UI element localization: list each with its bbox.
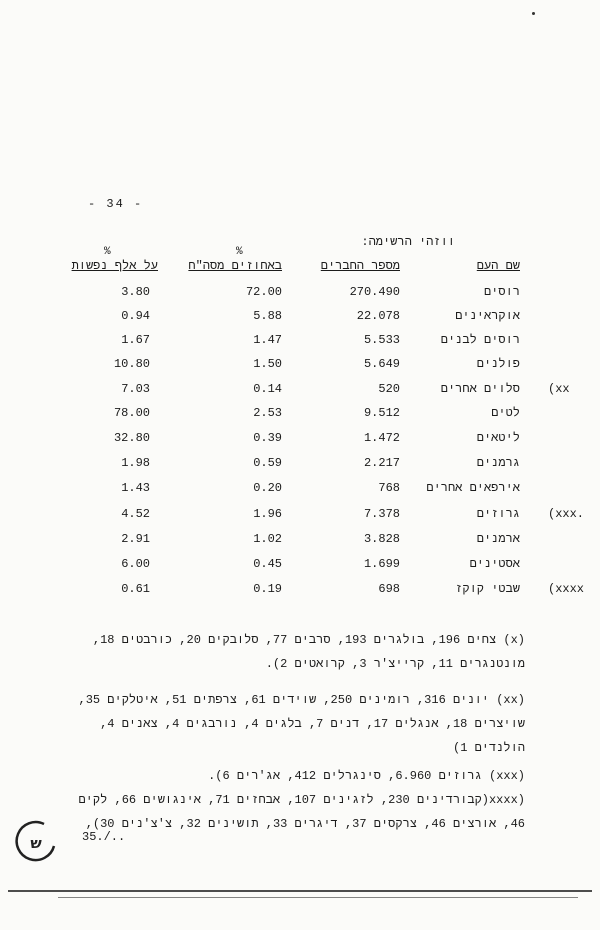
member-count: 768 — [378, 481, 400, 495]
column-header-pct: באחוזים מסה"ח — [188, 259, 282, 273]
member-count: 3.828 — [363, 532, 400, 546]
per-thousand: 3.80 — [121, 285, 150, 299]
member-count: 1.472 — [363, 431, 400, 445]
footnote: (xx) יונים 316, רומינים 250, שוידים 61, צרפתים 51, איטלקים 35, שויצרים 18, אנגלים 17, דנים 7, בלגים 4, נורבגים 4, צאנים 4, הולנדים 1) — [78, 693, 525, 755]
member-percent: 0.39 — [253, 431, 282, 445]
member-percent: 72.00 — [245, 285, 282, 299]
nation-name: אירפאים אחרים — [426, 481, 520, 495]
table-row — [0, 285, 600, 303]
per-thousand: 32.80 — [113, 431, 150, 445]
bottom-rule — [58, 897, 578, 898]
table-row — [0, 456, 600, 474]
column-header-per-thousand: על אלף נפשות — [71, 259, 158, 273]
nation-name: סלוים אחרים — [440, 382, 520, 396]
table-row — [0, 406, 600, 424]
per-thousand: 1.43 — [121, 481, 150, 495]
percent-sign: % — [104, 246, 111, 258]
per-thousand: 1.98 — [121, 456, 150, 470]
table-row — [0, 507, 600, 525]
per-thousand: 0.61 — [121, 582, 150, 596]
member-count: 7.378 — [363, 507, 400, 521]
footnote-mark: (xxxx — [548, 582, 585, 596]
nation-name: ליטאים — [476, 431, 520, 445]
per-thousand: 78.00 — [113, 406, 150, 420]
member-count: 698 — [378, 582, 400, 596]
ink-speck — [532, 12, 535, 15]
member-count: 270.490 — [349, 285, 400, 299]
per-thousand: 4.52 — [121, 507, 150, 521]
table-row — [0, 557, 600, 575]
per-thousand: 7.03 — [121, 382, 150, 396]
member-percent: 0.14 — [253, 382, 282, 396]
per-thousand: 0.94 — [121, 309, 150, 323]
member-count: 2.217 — [363, 456, 400, 470]
member-percent: 1.47 — [253, 333, 282, 347]
column-header-count: מספר החברים — [320, 259, 400, 273]
nation-name: גרוזים — [476, 507, 520, 521]
table-row — [0, 309, 600, 327]
nation-name: אסטינים — [469, 557, 520, 571]
footnote: (x) צחים 196, בולגרים 193, סרבים 77, סלובקים 20, כורבטים 18, מונטנגרים 11, קרייצ'ר 3, קרואטים 2). — [92, 633, 525, 671]
footnote: (xxx) גרוזים 6.960, סינגרלים 412, אג'רים 6). — [208, 769, 525, 783]
table-row — [0, 532, 600, 550]
member-percent: 0.19 — [253, 582, 282, 596]
per-thousand: 1.67 — [121, 333, 150, 347]
member-percent: 1.96 — [253, 507, 282, 521]
nation-name: גרמנים — [476, 456, 520, 470]
member-percent: 0.59 — [253, 456, 282, 470]
per-thousand: 6.00 — [121, 557, 150, 571]
member-count: 520 — [378, 382, 400, 396]
nation-name: רוסים — [483, 285, 520, 299]
per-thousand: 10.80 — [113, 357, 150, 371]
column-header-name: שם העם — [476, 259, 520, 273]
member-percent: 0.45 — [253, 557, 282, 571]
table-row — [0, 582, 600, 600]
nation-name: ארמנים — [476, 532, 520, 546]
member-count: 5.533 — [363, 333, 400, 347]
member-percent: 5.88 — [253, 309, 282, 323]
bottom-rule — [8, 890, 592, 892]
member-percent: 2.53 — [253, 406, 282, 420]
nation-name: לטים — [491, 406, 520, 420]
member-count: 5.649 — [363, 357, 400, 371]
per-thousand: 2.91 — [121, 532, 150, 546]
circular-stamp — [14, 820, 58, 864]
nation-name: פולנים — [476, 357, 520, 371]
nation-name: רוסים לבנים — [440, 333, 520, 347]
nation-name: שבטי קוקז — [455, 582, 520, 596]
table-row — [0, 481, 600, 499]
table-row — [0, 382, 600, 400]
member-percent: 1.50 — [253, 357, 282, 371]
percent-sign: % — [236, 246, 243, 258]
table-row — [0, 357, 600, 375]
footnote: (xxxx(קבורדינים 230, לזגינים 107, אבחזים 71, אינגושים 66, לקים 46, אורצים 46, צרקסים 37, דיגרים 33, תושינים 32, צ'צ'נים 30), — [78, 793, 525, 831]
nation-name: אוקראינים — [455, 309, 520, 323]
member-percent: 0.20 — [253, 481, 282, 495]
continuation-mark: 35./.. — [82, 830, 126, 844]
page-number: - 34 - — [88, 197, 144, 211]
footnote-mark: (xxx. — [548, 507, 585, 521]
member-count: 22.078 — [356, 309, 400, 323]
table-row — [0, 333, 600, 351]
member-count: 9.512 — [363, 406, 400, 420]
table-row — [0, 431, 600, 449]
stamp-letter: ש — [30, 834, 42, 852]
footnote-mark: (xx — [548, 382, 570, 396]
member-count: 1.699 — [363, 557, 400, 571]
member-percent: 1.02 — [253, 532, 282, 546]
list-heading: ווזהי הרשימה: — [361, 235, 455, 249]
